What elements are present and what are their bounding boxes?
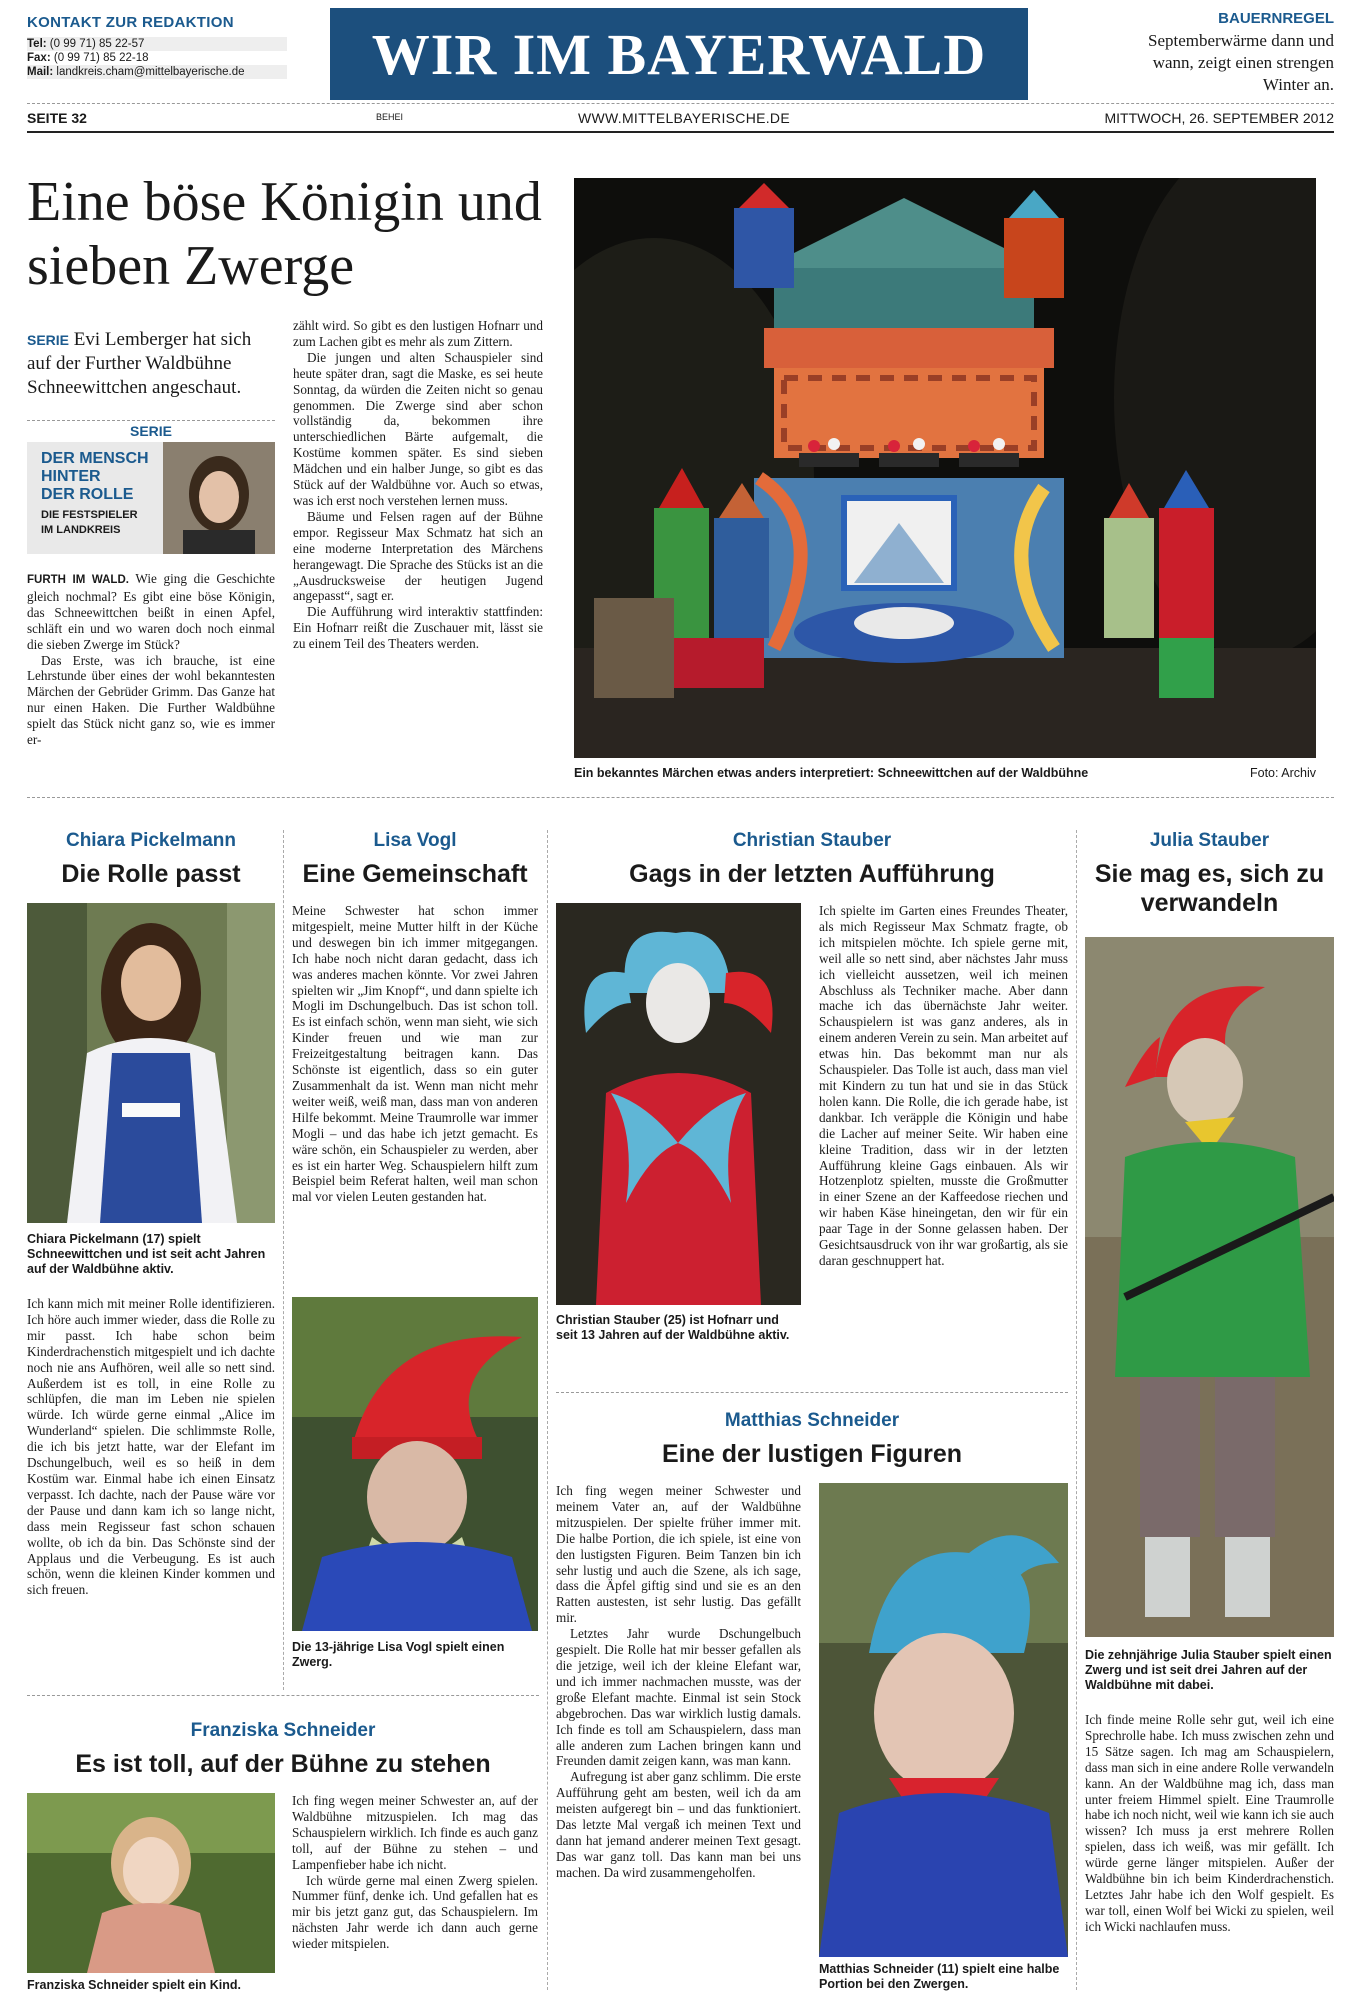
fax-value: (0 99 71) 85 22-18 [53,52,149,64]
profile-julia-text: Ich finde meine Rolle sehr gut, weil ich eine Sprechrolle habe. Ich muss zwischen zehn und 15 Sätze sagen. Ich mag am Schauspielern, dass man sich in eine andere Rolle verwandeln kann. An der Waldbühne mag ich, dass man unter freiem Himmel spielt. Eine Traumrolle habe ich noch nicht, weil wie kann ich sie auch wissen? Ich muss ja erst mehrere Rollen spielen, dass ich weiß, was mir gefällt. Ich würde gerne länger mitspielen. Außer der Waldbühne bin ich beim Kinderdrachenstich. Letztes Jahr habe ich den Wolf gespielt. Es war toll, einen Wolf bei Wicki zu spielen, weil ich Wicki nachlaufen muss. [1085,1712,1335,1934]
bauernregel-text: Septemberwärme dann und wann, zeigt einen strengen Winter an. [1148,31,1334,94]
top-rule [27,131,1334,133]
profile-matthias-headline: Eine der lustigen Figuren [661,1440,963,1468]
lead-photo-caption: Ein bekanntes Märchen etwas anders interpretiert: Schneewittchen auf der Waldbühne [574,766,1089,780]
profile-franziska-text-1: Ich fing wegen meiner Schwester an, auf der Waldbühne mitzuspielen. Ich mag das Schauspielern wirklich. Ich finde es auch ganz toll, auf der Bühne zu stehen – und Lampenfieber habe ich nicht. [292,1793,538,1872]
profile-matthias-caption: Matthias Schneider (11) spielt eine halbe Portion bei den Zwergen. [819,1962,1060,1991]
lead-col2-p2: Die jungen und alten Schauspieler sind heute später dran, sagt die Maske, es sei heute Sonntag, da würden die Zeiten nicht so genau genommen. Die Zwerge sind aber schon vollständig da, bekommen ihre unterschiedlichen Bärte aufgemalt, die Kostüme kommen später. Es sind sieben Mädchen und ein halber Junge, so gibt es das Stück auf der Waldbühne vor. Auch so etwas, was ich erst noch verstehen lernen muss. [293,349,543,508]
profile-christian-headline: Gags in der letzten Aufführung [629,860,995,888]
lead-kicker: SERIE [27,332,70,348]
lead-photo-credit: Foto: Archiv [1250,766,1316,780]
edition-code: BEHEI [376,112,404,122]
profile-franziska-text-2: Ich würde gerne mal einen Zwerg spielen. Nummer fünf, denke ich. Und gefallen hat es mir bis jetzt ganz gut, das Schauspielern. Im nächsten Jahr werde ich dann auch gerne wieder mitspielen. [292,1872,538,1952]
lead-col1-p2: Das Erste, was ich brauche, ist eine Lehrstunde über eines der wohl bekanntesten Märchen der Gebrüder Grimm. Das Ganze hat nur einen Haken. Die Further Waldbühne spielt das Stück nicht ganz so, wie es immer er- [27,652,275,748]
lead-deck-text: Evi Lemberger hat sich auf der Further Waldbühne Schneewittchen angeschaut. [27,329,252,398]
lead-photo-stage [574,178,1316,758]
profile-lisa-caption: Die 13-jährige Lisa Vogl spielt einen Zwerg. [292,1640,505,1669]
contact-title: KONTAKT ZUR REDAKTION [27,14,234,31]
series-line3: DER ROLLE [41,486,134,503]
bauernregel-box [1110,10,1334,96]
lead-col2-p4: Die Aufführung wird interaktiv stattfinden: Ein Hofnarr reißt die Zuschauer mit, lässt sie zu einem Teil des Theaters werden. [293,604,543,652]
profile-julia-photo [1085,937,1334,1637]
masthead-divider [27,103,1334,104]
profile-lisa-text: Meine Schwester hat schon immer mitgespielt, meine Mutter hilft in der Küche und deswegen bin ich immer mitgegangen. Ich habe noch nicht daran gedacht, dass ich was anderes machen könnte. Vor zwei Jahren spielten wir „Jim Knopf“, und dann spielte ich Mogli im Dschungelbuch. Das ist schon toll. Es ist einfach schön, wenn man sieht, wie sich Kinder freuen und wie man zur Freizeitgestaltung beitragen kann. Das Schönste ist eigentlich, dass so ein guter Zusammenhalt da ist. Wenn man nicht mehr weiter weiß, weiß man, dass man von anderen Hilfe bekommt. Meine Traumrolle war immer Mogli – und das habe ich jetzt gemacht. Es wäre schön, ein Schauspieler zu werden, aber es ist ein harter Weg. Schauspielern hilft zum Beispiel beim Referat halten, weil man schon mal vor vielen Leuten gestanden hat. [292,903,538,1205]
profile-matthias-text-1: Ich fing wegen meiner Schwester und meinem Vater an, auf der Waldbühne mitzuspielen. Der spielte früher immer mit. Die halbe Portion, die ich spiele, ist eine von den lustigsten Figuren. Beim Tanzen bin ich sehr lustig und auch die Szene, als ich sage, dass die Äpfel giftig sind und sie es an den Ratten austesten, ist sehr lustig. Das gefällt mir. [556,1483,801,1626]
profile-franziska-text [292,1793,538,1952]
page-number: SEITE 32 [27,110,87,126]
issue-date: MITTWOCH, 26. SEPTEMBER 2012 [1104,110,1334,126]
profile-christian-text: Ich spielte im Garten eines Freundes Theater, als mich Regisseur Max Schmatz fragte, ob ich mitspielen möchte. Ich spiele gerne mit, weil alle so nett sind, aber nächstes Jahr muss ich vielleicht aussetzen, weil ich meinen Abschluss als Techniker mache. Aber dann mache ich das übernächste Jahr weiter. Schauspielern ist was ganz anderes, als in einem anderen Verein zu sein. Man arbeitet auf etwas hin. Das bekommt man nur als Schauspieler. Das Tolle ist auch, dass man viel mit Kindern zu tun hat und sie in das Stück holen kann. Die Rolle, die ich gerade habe, ist dankbar. Ich veräpple die Königin und habe die Lacher auf meiner Seite. Wir haben eine kleine Tradition, dass wir in der letzten Aufführung kleine Gags einbauen. Als wir Hotzenplotz spielten, musste die Großmutter in einer Szene an der Kaffeedose riechen und wir haben Käse hineingetan, den wir für ein paar Tage in der Sonne gelassen haben. Der Gesichtsausdruck von ihr war großartig, als sie daran geschnuppert hat. [819,903,1068,1268]
profile-christian-caption: Christian Stauber (25) ist Hofnarr und seit 13 Jahren auf der Waldbühne aktiv. [556,1313,790,1342]
profile-christian-photo [556,903,801,1305]
profile-franziska-headline: Es ist toll, auf der Bühne zu stehen [75,1750,491,1778]
contact-box [27,14,287,79]
author-portrait [163,442,275,554]
lead-col2-p3: Bäume und Felsen ragen auf der Bühne empor. Regisseur Max Schmatz hat sich an eine moderne Interpretation des Märchens herangewagt. Die Sprache des Stücks ist an die „Ausdrucksweise der heutigen Jugend angepasst“, sagt er. [293,508,543,604]
fax-label: Fax: [27,52,51,64]
profile-julia-headline: Sie mag es, sich zu verwandeln [1094,860,1325,917]
column-rule-3 [1076,830,1077,1990]
mail-label: Mail: [27,66,54,78]
profile-matthias-text-3: Aufregung ist aber ganz schlimm. Die erste Aufführung geht am besten, weil ich da am meisten aufgeregt bin – und das funktioniert. Das letzte Mal vergaß ich meinen Text und dann hat jemand anderer meinen Text gesagt. Das war ganz toll. Das kann man bei uns machen. Da wird zusammengeholfen. [556,1769,801,1880]
tel-value: (0 99 71) 85 22-57 [49,38,145,50]
profile-matthias-text-2: Letztes Jahr wurde Dschungelbuch gespielt. Die Rolle hat mir besser gefallen als die jetzige, weil ich der kleine Elefant war, und ich immer nachmachen musste, was der große Elefant machte. Einmal ist sein Stock abgebrochen. Das war wirklich lustig damals. Ich finde es toll am Schauspielern, dass man alle anderen zum Lachen bringen kann und Freunden damit zeigen kann, was man kann. [556,1626,801,1769]
series-line1: DER MENSCH [41,450,149,467]
profile-lisa-photo [292,1297,538,1631]
lead-col1-p1: Wie ging die Geschichte gleich nochmal? Es gibt eine böse Königin, das Schneewittchen beißt in einen Apfel, schläft ein und wo waren doch noch einmal die sieben Zwerge im Stück? [27,571,276,652]
series-sub2: IM LANDKREIS [41,524,121,536]
lead-dateline: FURTH IM WALD. [27,574,129,586]
series-box [27,420,275,554]
profile-chiara-text: Ich kann mich mit meiner Rolle identifizieren. Ich höre auch immer wieder, dass die Rolle zu mir passt. Ich habe schon beim Kinderdrachenstich mitgespielt und ich dachte noch nie ans Aufhören, weil alle so nett sind. Außerdem ist es toll, in eine Rolle zu schlüpfen, die man im Leben nie spielen würde. Ich würde gerne einmal „Alice im Wunderland“ spielen. Die schlimmste Rolle, die ich bis jetzt hatte, war der Elefant im Dschungelbuch, weil es so heiß in dem Kostüm war. Einmal habe ich einen Einsatz verpasst. Ich dachte, nach der Pause wäre vor der Pause und dann kam ich so lange nicht, dass mein Regisseur fast schon schauen wollte, ob ich da bin. Das Schönste sind der Applaus und die Verbeugung. Es ist auch schön, wenn die kleinen Kinder kommen und sich freuen. [27,1296,275,1598]
tel-label: Tel: [27,38,47,50]
lead-col2-p1: zählt wird. So gibt es den lustigen Hofnarr und zum Lachen gibt es mehr als zum Zittern. [293,318,543,349]
profile-chiara-caption: Chiara Pickelmann (17) spielt Schneewittchen und ist seit acht Jahren auf der Waldbühne aktiv. [27,1232,266,1276]
profile-matthias-name: Matthias Schneider [724,1410,900,1431]
profile-franziska-photo [27,1793,275,1973]
profile-chiara-name: Chiara Pickelmann [65,830,237,851]
lead-headline: Eine böse Königin und sieben Zwerge [27,171,542,297]
lead-column-2 [293,318,543,652]
mail-link[interactable]: landkreis.cham@mittelbayerische.de [56,66,245,78]
profile-franziska-name: Franziska Schneider [190,1720,376,1741]
profile-julia-name: Julia Stauber [1149,830,1270,851]
profile-lisa-name: Lisa Vogl [373,830,457,851]
christian-divider [556,1392,1068,1393]
masthead-title: WIR IM BAYERWALD [371,21,987,87]
profile-chiara-photo [27,903,275,1223]
series-label: SERIE [27,420,275,439]
website-link[interactable]: WWW.MITTELBAYERISCHE.DE [578,110,790,126]
profile-matthias-photo [819,1483,1068,1957]
bauernregel-title: BAUERNREGEL [1218,10,1334,27]
profile-christian-name: Christian Stauber [732,830,892,851]
column-rule-1 [283,830,284,1690]
lead-section-divider [27,797,1334,798]
profile-matthias-text [556,1483,801,1881]
masthead-title-box [330,8,1028,100]
column-rule-2 [547,830,548,1990]
profile-lisa-headline: Eine Gemeinschaft [302,860,528,888]
lead-column-1 [27,571,275,748]
profile-chiara-headline: Die Rolle passt [61,860,241,888]
profile-julia-caption: Die zehnjährige Julia Stauber spielt einen Zwerg und ist seit drei Jahren auf der Waldbühne mit dabei. [1085,1648,1332,1692]
franziska-divider [27,1695,539,1696]
lead-deck [27,328,277,400]
series-sub1: DIE FESTSPIELER [41,509,138,521]
series-line2: HINTER [41,468,101,485]
profile-franziska-caption: Franziska Schneider spielt ein Kind. [27,1978,241,1992]
